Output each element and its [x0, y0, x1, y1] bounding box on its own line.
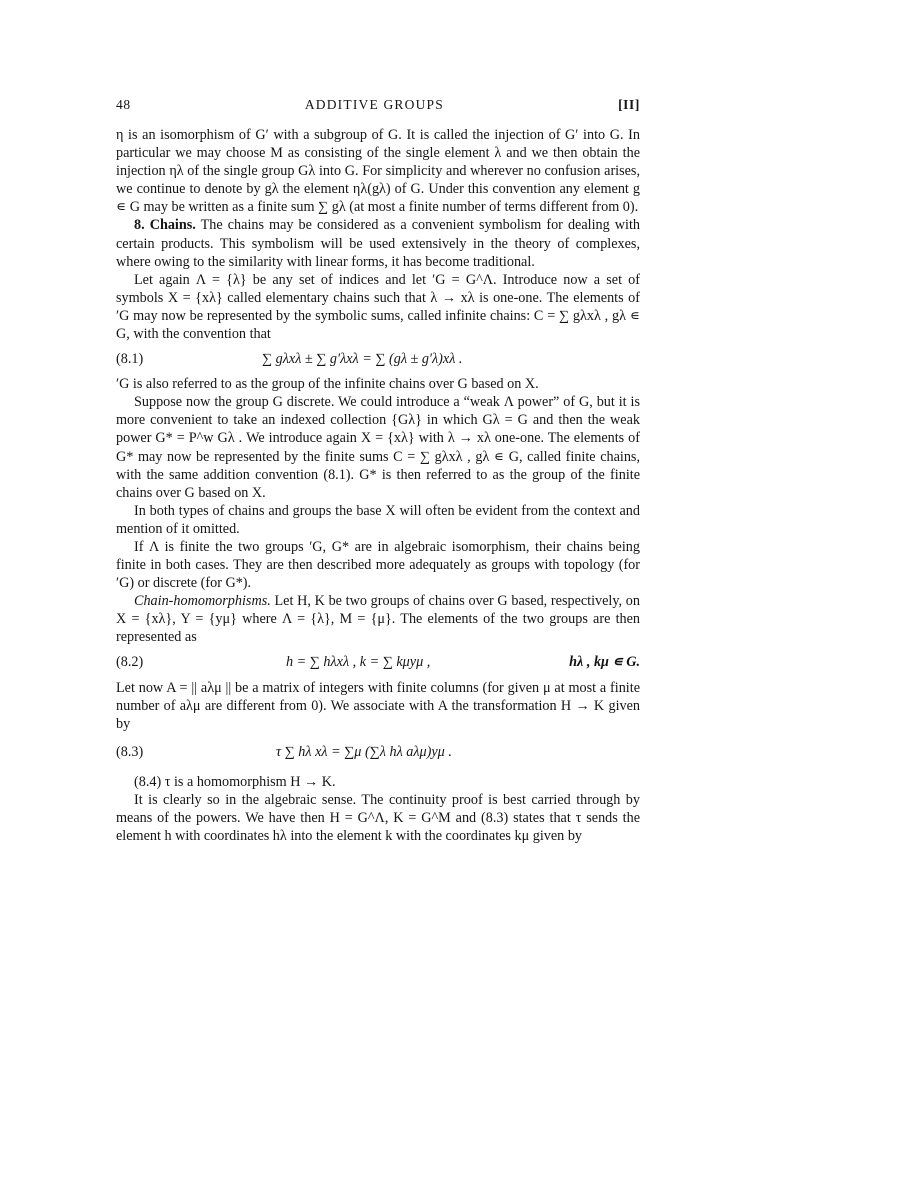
paragraph-chains-text: The chains may be considered as a convenient symbolism for dealing with certain products. This symbolism will be used extensively in the theory of complexes, where owing to the similarity with linear forms, it has become traditional. [116, 217, 640, 270]
equation-number-8-1: (8.1) [116, 351, 144, 368]
proposition-8-4: (8.4) τ is a homomorphism H → K. [134, 773, 336, 790]
equation-number-8-2: (8.2) [116, 654, 144, 671]
page-number: 48 [116, 97, 131, 112]
page [116, 96, 640, 845]
equation-8-3 [116, 735, 640, 769]
paragraph-injection: η is an isomorphism of G′ with a subgroup of G. It is called the injection of G′ into G. In particular we may choose M as consisting of the single element λ and we then obtain the injection ηλ of the single group Gλ into G. For simplicity and wherever no confusion arises, we continue to denote by gλ the element ηλ(gλ) of G. Under this convention any element g ∊ G may be written as a finite sum ∑ gλ (at most a finite number of terms different from 0). [116, 127, 640, 216]
paragraph-infinite-group-def: ′G is also referred to as the group of the infinite chains over G based on X. [116, 376, 539, 393]
paragraph-base-omitted: In both types of chains and groups the base X will often be evident from the context and mention of it omitted. [116, 502, 640, 537]
running-head [116, 96, 640, 120]
equation-8-2 [116, 649, 640, 677]
paragraph-chain-homomorphisms [116, 592, 640, 646]
equation-number-8-3: (8.3) [116, 743, 144, 760]
section-heading-chains: 8. Chains. [134, 217, 196, 234]
running-title: ADDITIVE GROUPS [304, 97, 444, 112]
paragraph-chains [116, 216, 640, 270]
chapter-label: [II] [618, 97, 640, 112]
equation-body-8-2: h = ∑ hλxλ , k = ∑ kμyμ , [286, 654, 431, 671]
paragraph-finite-index: If Λ is finite the two groups ′G, G* are in algebraic isomorphism, their chains being finite in both cases. They are then described more adequately as groups with topology (for ′G) or discrete (for G*). [116, 538, 640, 592]
paragraph-chain-homomorphisms-text: Let H, K be two groups of chains over G based, respectively, on X = {xλ}, Y = {yμ} where Λ = {λ}, M = {μ}. The elements of the two groups are then represented as [116, 593, 640, 646]
paragraph-continuity: It is clearly so in the algebraic sense. The continuity proof is best carried through by means of the powers. We have then H = G^Λ, K = G^M and (8.3) states that τ sends the element h with coordinates hλ into the element k with the coordinates kμ given by [116, 791, 640, 845]
equation-8-1 [116, 345, 640, 373]
paragraph-matrix: Let now A = || aλμ || be a matrix of integers with finite columns (for given μ at most a finite number of aλμ are different from 0). We associate with A the transformation H → K given by [116, 679, 640, 732]
equation-body-8-3: τ ∑ hλ xλ = ∑μ (∑λ hλ aλμ)yμ . [276, 743, 452, 760]
subheading-chain-homomorphisms: Chain-homomorphisms. [134, 593, 271, 610]
equation-body-8-1: ∑ gλxλ ± ∑ g′λxλ = ∑ (gλ ± g′λ)xλ . [262, 351, 463, 368]
paragraph-infinite-chains: Let again Λ = {λ} be any set of indices and let ′G = G^Λ. Introduce now a set of symbols X = {xλ} called elementary chains such that λ → xλ is one-one. The elements of ′G may now be represented by the symbolic sums, called infinite chains: C = ∑ gλxλ , gλ ∊ G, with the convention that [116, 271, 640, 343]
equation-tail-8-2: hλ , kμ ∊ G. [569, 654, 640, 671]
paragraph-finite-chains: Suppose now the group G discrete. We could introduce a “weak Λ power” of G, but it is more convenient to take an indexed collection {Gλ} in which Gλ = G and then the weak power G* = P^w Gλ . We introduce again X = {xλ} with λ → xλ one-one. The elements of G* may now be represented by the finite sums C = ∑ gλxλ , gλ ∊ G, called finite chains, with the same addition convention (8.1). G* is then referred to as the group of the finite chains over G based on X. [116, 394, 640, 501]
